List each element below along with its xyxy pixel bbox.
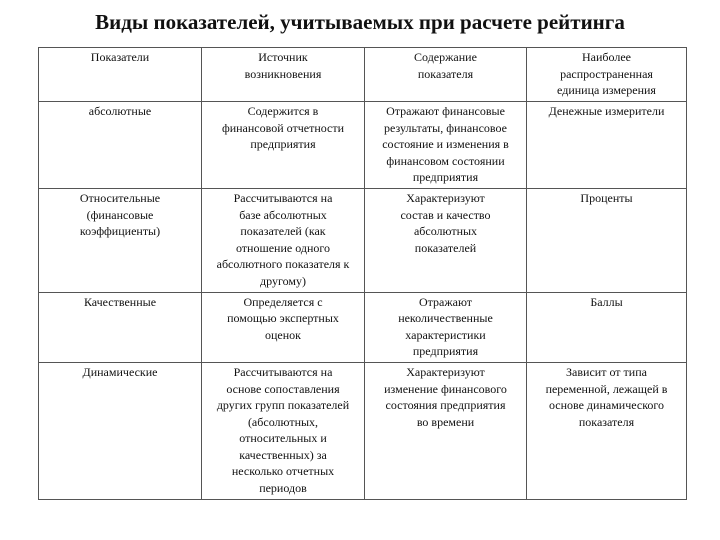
table-row — [39, 188, 687, 292]
cell-source: Определяется с помощью экспертных оценок — [202, 292, 365, 362]
table-row — [39, 292, 687, 362]
cell-indicator: Динамические — [39, 362, 202, 499]
table-header-row — [39, 48, 687, 102]
cell-unit: Зависит от типа переменной, лежащей в основе динамического показателя — [527, 362, 687, 499]
header-source: Источник возникновения — [202, 48, 365, 102]
cell-source: Рассчитываются на базе абсолютных показателей (как отношение одного абсолютного показателя к другому) — [202, 188, 365, 292]
cell-source: Рассчитываются на основе сопоставления других групп показателей (абсолютных, относительных и качественных) за несколько отчетных периодов — [202, 362, 365, 499]
header-unit: Наиболее распространенная единица измерения — [527, 48, 687, 102]
header-content: Содержание показателя — [365, 48, 527, 102]
cell-indicator: Относительные (финансовые коэффициенты) — [39, 188, 202, 292]
table-row — [39, 102, 687, 189]
page-title: Виды показателей, учитываемых при расчете рейтинга — [95, 10, 625, 34]
cell-content: Отражают финансовые результаты, финансовое состояние и изменения в финансовом состоянии предприятия — [365, 102, 527, 189]
table-row — [39, 362, 687, 499]
cell-unit: Баллы — [527, 292, 687, 362]
cell-unit: Денежные измерители — [527, 102, 687, 189]
cell-indicator: Качественные — [39, 292, 202, 362]
header-indicators: Показатели — [39, 48, 202, 102]
cell-indicator: абсолютные — [39, 102, 202, 189]
indicators-table — [38, 47, 687, 500]
cell-content: Отражают неколичественные характеристики предприятия — [365, 292, 527, 362]
cell-source: Содержится в финансовой отчетности предприятия — [202, 102, 365, 189]
cell-content: Характеризуют изменение финансового состояния предприятия во времени — [365, 362, 527, 499]
cell-unit: Проценты — [527, 188, 687, 292]
cell-content: Характеризуют состав и качество абсолютных показателей — [365, 188, 527, 292]
